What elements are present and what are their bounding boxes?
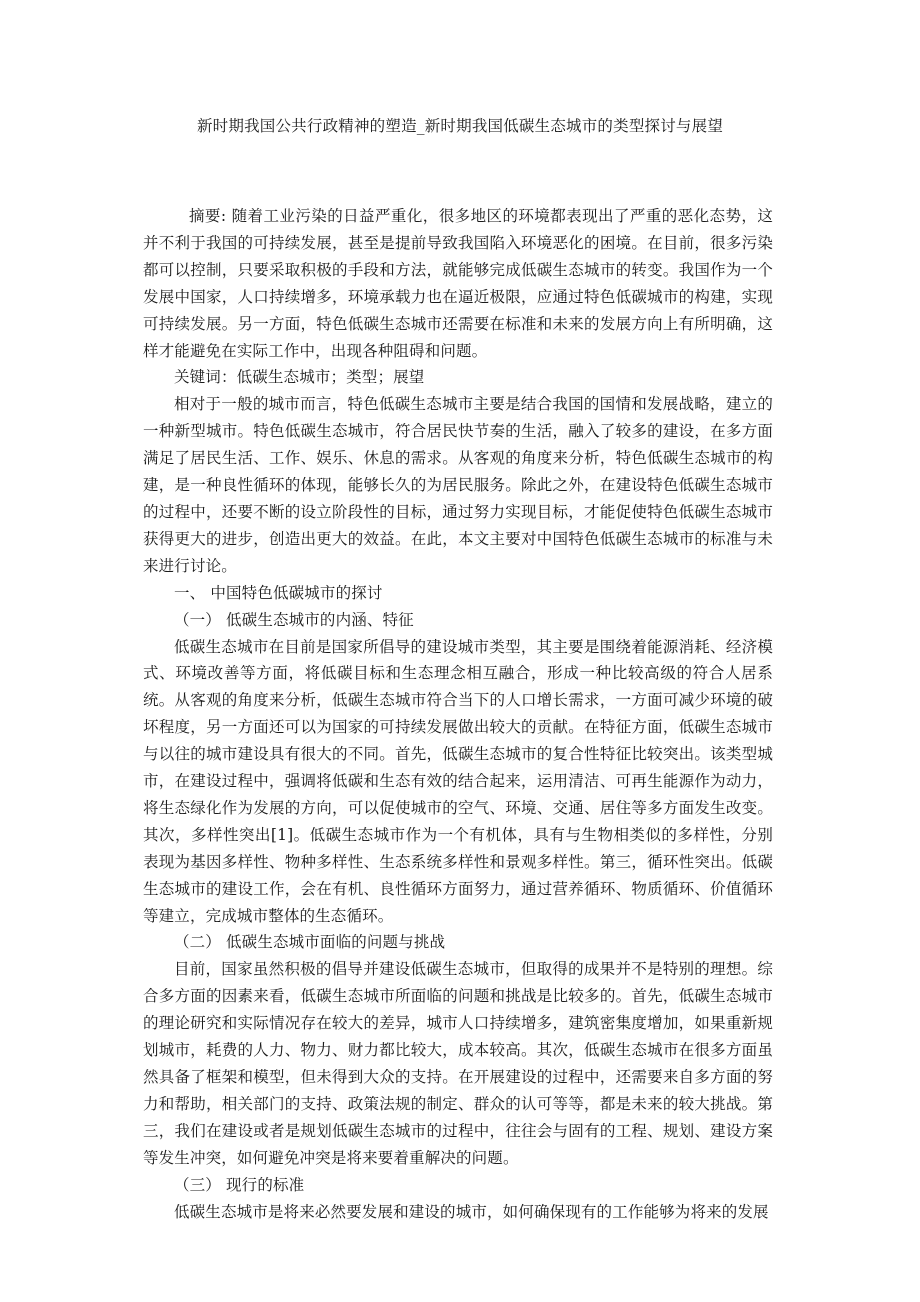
subsection-heading-1: （一） 低碳生态城市的内涵、特征 — [174, 610, 414, 629]
section-heading-1: 一、 中国特色低碳城市的探讨 — [174, 583, 383, 602]
subsection-2-paragraph: 目前，国家虽然积极的倡导并建设低碳生态城市，但取得的成果并不是特别的理想。综合多方面的因素来看，低碳生态城市所面临的问题和挑战是比较多的。首先，低碳生态城市的理论研究和实际情况存在较大的差异，城市人口持续增多，建筑密集度增加，如果重新规划城市，耗费的人力、物力、财力都比较大，成本较高。其次，低碳生态城市在很多方面虽然具备了框架和模型，但未得到大众的支持。在开展建设的过程中，还需要来自多方面的努力和帮助，相关部门的支持、政策法规的制定、群众的认可等等，都是未来的较大挑战。第三，我们在建设或者是规划低碳生态城市的过程中，往往会与固有的工程、规划、建设方案等发生冲突，如何避免冲突是将来要着重解决的问题。 — [143, 960, 773, 1167]
abstract-paragraph — [143, 203, 773, 364]
intro-paragraph: 相对于一般的城市而言，特色低碳生态城市主要是结合我国的国情和发展战略，建立的一种新型城市。特色低碳生态城市，符合居民快节奏的生活，融入了较多的建设，在多方面满足了居民生活、工作、娱乐、休息的需求。从客观的角度来分析，特色低碳生态城市的构建，是一种良性循环的体现，能够长久的为居民服务。除此之外，在建设特色低碳生态城市的过程中，还要不断的设立阶段性的目标，通过努力实现目标，才能促使特色低碳生态城市获得更大的进步，创造出更大的效益。在此，本文主要对中国特色低碳生态城市的标准与未来进行讨论。 — [143, 395, 773, 575]
document-body — [143, 203, 773, 1225]
subsection-3-paragraph: 低碳生态城市是将来必然要发展和建设的城市，如何确保现有的工作能够为将来的发展 — [174, 1202, 769, 1221]
subsection-heading-3: （三） 现行的标准 — [174, 1175, 305, 1194]
document-title: 新时期我国公共行政精神的塑造_新时期我国低碳生态城市的类型探讨与展望 — [196, 117, 724, 135]
subsection-heading-2: （二） 低碳生态城市面临的问题与挑战 — [174, 933, 446, 952]
abstract-label: 摘要: — [189, 207, 227, 225]
keywords-line: 关键词：低碳生态城市；类型；展望 — [174, 368, 425, 387]
subsection-1-paragraph: 低碳生态城市在目前是国家所倡导的建设城市类型，其主要是围绕着能源消耗、经济模式、环境改善等方面，将低碳目标和生态理念相互融合，形成一种比较高级的符合人居系统。从客观的角度来分析，低碳生态城市符合当下的人口增长需求，一方面可减少环境的破坏程度，另一方面还可以为国家的可持续发展做出较大的贡献。在特征方面，低碳生态城市与以往的城市建设具有很大的不同。首先，低碳生态城市的复合性特征比较突出。该类型城市，在建设过程中，强调将低碳和生态有效的结合起来，运用清洁、可再生能源作为动力，将生态绿化作为发展的方向，可以促使城市的空气、环境、交通、居住等多方面发生改变。其次，多样性突出[1]。低碳生态城市作为一个有机体，具有与生物相类似的多样性，分别表现为基因多样性、物种多样性、生态系统多样性和景观多样性。第三，循环性突出。低碳生态城市的建设工作，会在有机、良性循环方面努力，通过营养循环、物质循环、价值循环等建立，完成城市整体的生态循环。 — [143, 637, 773, 925]
abstract-text: 随着工业污染的日益严重化，很多地区的环境都表现出了严重的恶化态势，这并不利于我国的可持续发展，甚至是提前导致我国陷入环境恶化的困境。在目前，很多污染都可以控制，只要采取积极的手段和方法，就能够完成低碳生态城市的转变。我国作为一个发展中国家，人口持续增多，环境承载力也在逼近极限，应通过特色低碳城市的构建，实现可持续发展。另一方面，特色低碳生态城市还需要在标准和未来的发展方向上有所明确，这样才能避免在实际工作中，出现各种阻碍和问题。 — [143, 207, 773, 360]
